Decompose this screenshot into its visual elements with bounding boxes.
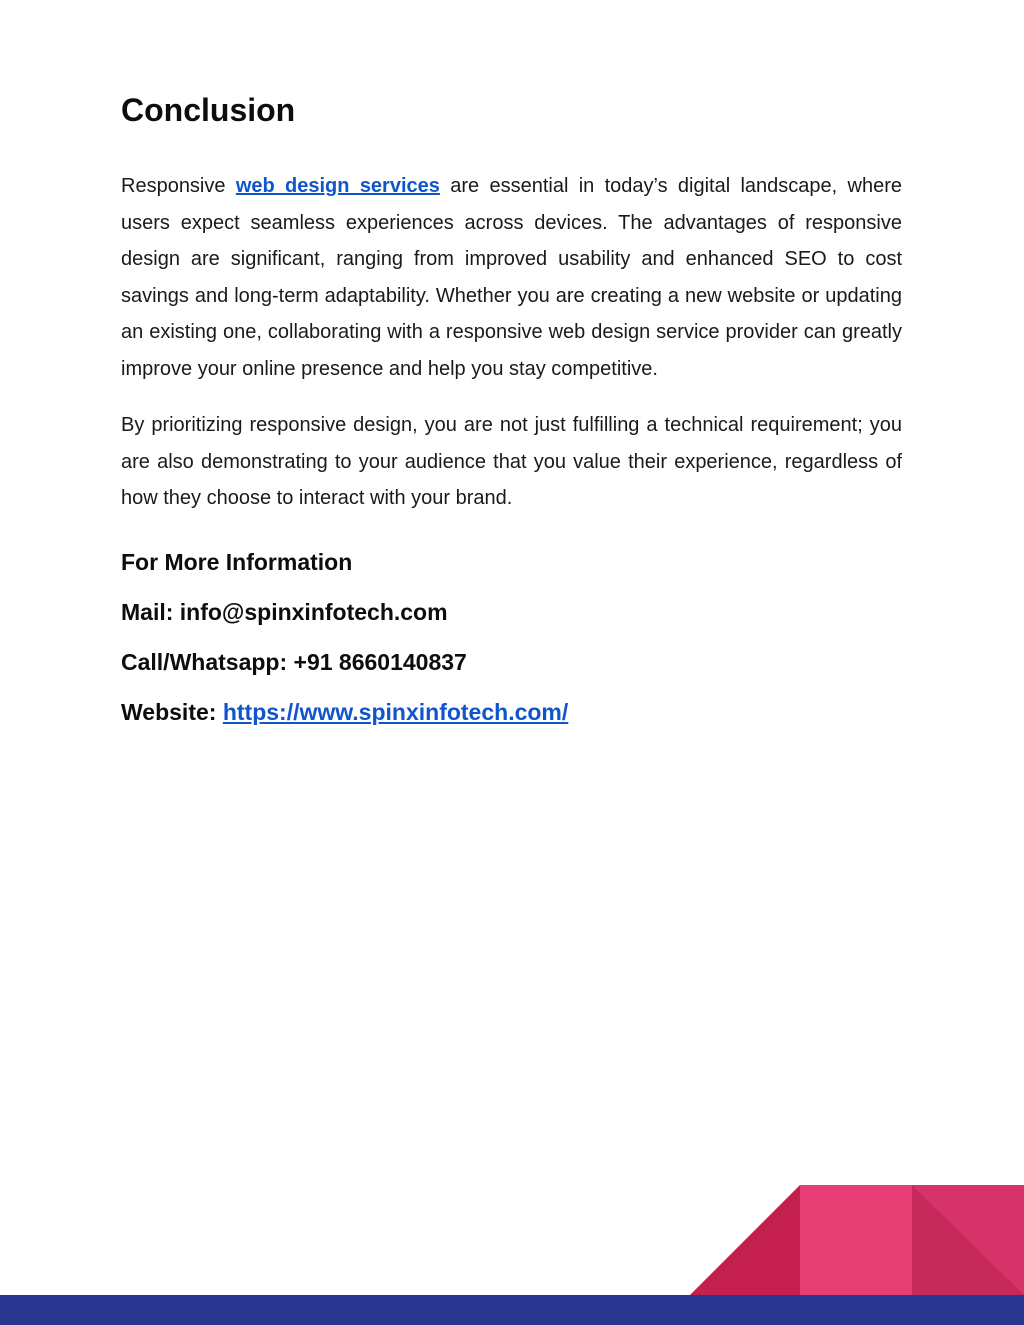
footer-bar xyxy=(0,1295,1024,1325)
web-design-services-link[interactable]: web design services xyxy=(235,175,440,197)
contact-phone: Call/Whatsapp: +91 8660140837 xyxy=(121,648,467,675)
contact-website xyxy=(121,697,902,727)
website-label: Website: xyxy=(121,698,223,725)
paragraph-text-start: Responsive xyxy=(121,175,236,197)
page-content xyxy=(121,88,902,747)
contact-section xyxy=(121,547,902,727)
paragraph-text-end: are essential in today’s digital landscape, where users expect seamless experiences across devices. The advantages of responsive design are significant, ranging from improved usability and enhanced SEO to cost savings and long-term adaptability. Whether you are creating a new website or updating an existing one, collaborating with a responsive web design service provider can greatly improve your online presence and help you stay competitive. xyxy=(121,175,903,380)
conclusion-paragraph-2: By prioritizing responsive design, you are not just fulfilling a technical requirement; you are also demonstrating to your audience that you value their experience, regardless of how they choose to interact with your brand. xyxy=(121,414,902,509)
contact-heading: For More Information xyxy=(121,548,353,575)
page-title: Conclusion xyxy=(121,92,296,128)
footer-triangle-left xyxy=(690,1185,800,1295)
contact-mail: Mail: info@spinxinfotech.com xyxy=(121,598,448,625)
website-link[interactable]: https://www.spinxinfotech.com/ xyxy=(222,698,569,725)
footer-decoration xyxy=(690,1185,1024,1295)
footer-square-middle xyxy=(800,1185,912,1295)
conclusion-paragraph-1 xyxy=(121,168,902,387)
